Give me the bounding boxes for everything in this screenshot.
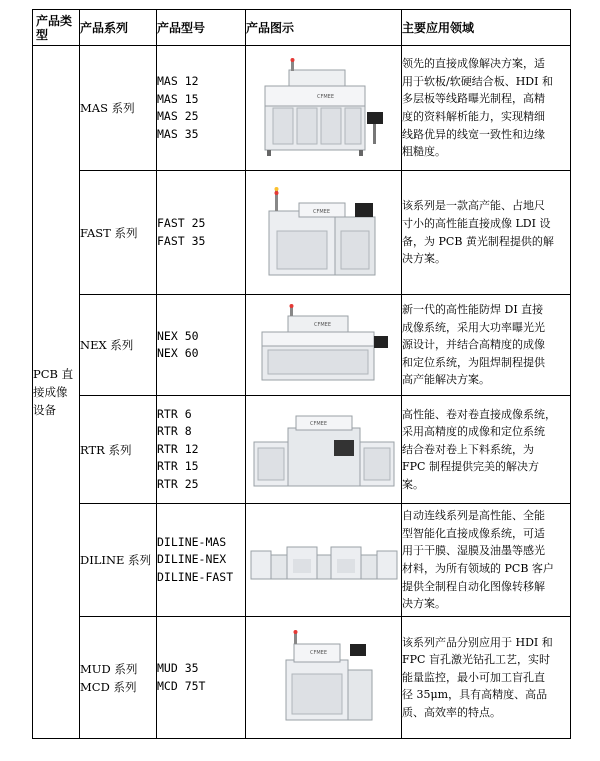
- rtr-machine-icon: [250, 404, 398, 496]
- table-row: [33, 617, 571, 739]
- models-cell: MUD 35 MCD 75T: [157, 617, 246, 739]
- svg-text:CFMEE: CFMEE: [309, 420, 327, 427]
- models-cell: FAST 25 FAST 35: [157, 171, 246, 295]
- image-cell: [246, 396, 402, 504]
- application-cell: 高性能、卷对卷直接成像系统， 采用高精度的成像和定位系统 结合卷对卷上下料系统，为 FPC 制程提供完美的解决方 案。: [402, 396, 571, 504]
- image-cell: [246, 171, 402, 295]
- series-cell: FAST 系列: [80, 171, 157, 295]
- svg-text:CFMEE: CFMEE: [313, 322, 331, 328]
- table-row: [33, 396, 571, 504]
- header-application: 主要应用领域: [402, 10, 571, 46]
- series-cell: NEX 系列: [80, 295, 157, 396]
- image-cell: [246, 617, 402, 739]
- header-image: 产品图示: [246, 10, 402, 46]
- table-row: [33, 295, 571, 396]
- image-cell: [246, 295, 402, 396]
- mud-machine-icon: [264, 626, 384, 730]
- models-cell: DILINE-MAS DILINE-NEX DILINE-FAST: [157, 504, 246, 617]
- svg-text:CFMEE: CFMEE: [312, 208, 330, 215]
- series-cell: MAS 系列: [80, 46, 157, 171]
- product-type-cell: PCB 直 接成像 设备: [33, 46, 80, 739]
- series-cell: DILINE 系列: [80, 504, 157, 617]
- table-header-row: [33, 10, 571, 46]
- application-cell: 自动连线系列是高性能、全能 型智能化直接成像系统，可适 用于干膜、湿膜及油墨等感光 材料，为所有领域的 PCB 客户 提供全制程自动化图像转移解 决方案。: [402, 504, 571, 617]
- nex-machine-icon: [254, 302, 394, 388]
- application-cell: 领先的直接成像解决方案，适 用于软板/软硬结合板、HDI 和 多层板等线路曝光制程，高精 度的资料解析能力，实现精细 线路优异的线宽一致性和边缘 粗糙度。: [402, 46, 571, 171]
- header-product-type: 产品类型: [33, 10, 80, 46]
- application-cell: 新一代的高性能防焊 DI 直接 成像系统，采用大功率曝光光 源设计，并结合高精度的成像 和定位系统，为阻焊制程提供 高产能解决方案。: [402, 295, 571, 396]
- application-cell: 该系列是一款高产能、占地尺 寸小的高性能直接成像 LDI 设 备，为 PCB 黄光制程提供的解 决方案。: [402, 171, 571, 295]
- models-cell: MAS 12 MAS 15 MAS 25 MAS 35: [157, 46, 246, 171]
- mas-machine-icon: [259, 56, 389, 160]
- image-cell: [246, 504, 402, 617]
- header-models: 产品型号: [157, 10, 246, 46]
- table-row: [33, 171, 571, 295]
- diline-line-icon: [249, 535, 399, 585]
- svg-text:CFMEE: CFMEE: [316, 94, 334, 100]
- table-row: [33, 46, 571, 171]
- models-cell: NEX 50 NEX 60: [157, 295, 246, 396]
- series-cell: MUD 系列 MCD 系列: [80, 617, 157, 739]
- table-row: [33, 504, 571, 617]
- product-table: [32, 9, 571, 739]
- application-cell: 该系列产品分别应用于 HDI 和 FPC 盲孔激光钻孔工艺，实时 能量监控，最小可加工盲孔直 径 35μm，具有高精度、高品 质、高效率的特点。: [402, 617, 571, 739]
- header-series: 产品系列: [80, 10, 157, 46]
- fast-machine-icon: [259, 181, 389, 285]
- models-cell: RTR 6 RTR 8 RTR 12 RTR 15 RTR 25: [157, 396, 246, 504]
- svg-text:CFMEE: CFMEE: [309, 649, 327, 656]
- series-cell: RTR 系列: [80, 396, 157, 504]
- image-cell: [246, 46, 402, 171]
